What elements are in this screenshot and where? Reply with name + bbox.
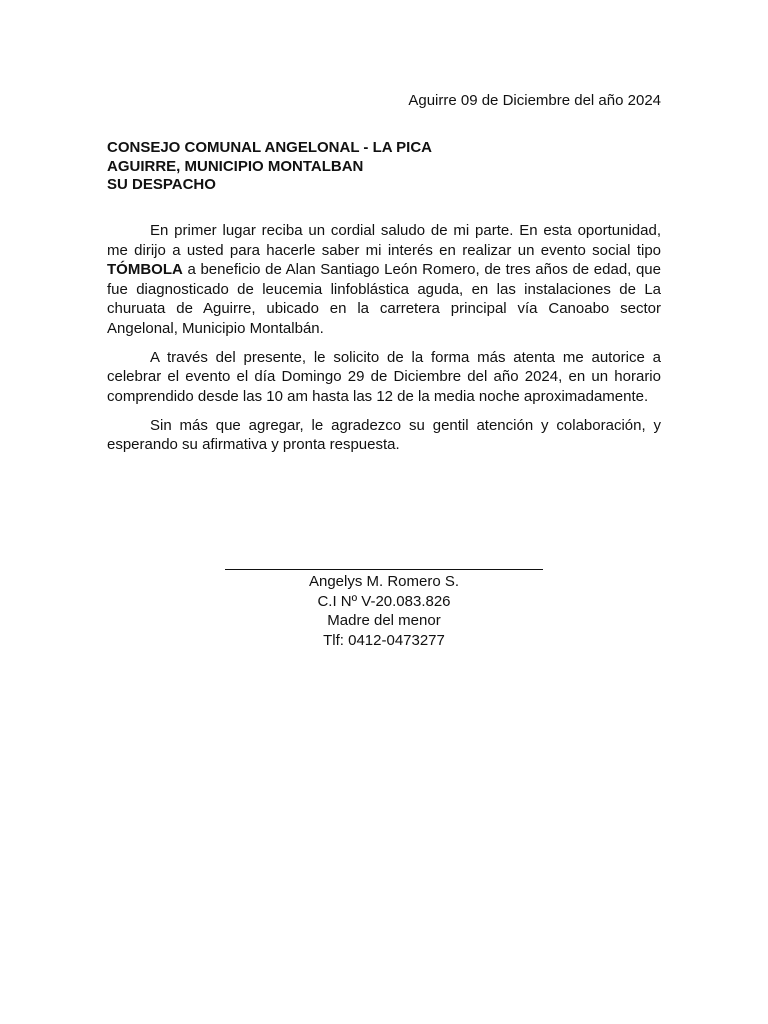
paragraph-1-before: En primer lugar reciba un cordial saludo de mi parte. En esta oportunidad, me dirijo a usted para hacerle saber mi interés en realizar un evento social tipo — [107, 222, 661, 259]
letter-body — [107, 221, 661, 464]
paragraph-3: Sin más que agregar, le agradezco su gentil atención y colaboración, y esperando su afirmativa y pronta respuesta. — [107, 416, 661, 453]
signature-name: Angelys M. Romero S. — [308, 573, 460, 590]
recipient-line-1: CONSEJO COMUNAL ANGELONAL - LA PICA — [107, 139, 433, 156]
recipient-line-3: SU DESPACHO — [107, 176, 216, 193]
signature-block — [225, 572, 543, 650]
paragraph-1-after: a beneficio de Alan Santiago León Romero, de tres años de edad, que fue diagnosticado de leucemia linfoblástica aguda, en las instalaciones de La churuata de Aguirre, ubicado en la carretera principal vía Canoabo sector Angelonal, Municipio Montalbán. — [107, 261, 661, 337]
signature-phone: Tlf: 0412-0473277 — [323, 631, 445, 649]
paragraph-1-bold: TÓMBOLA — [107, 261, 183, 278]
recipient-block — [107, 139, 432, 195]
letter-date: Aguirre 09 de Diciembre del año 2024 — [408, 92, 661, 109]
paragraph-2: A través del presente, le solicito de la forma más atenta me autorice a celebrar el evento el día Domingo 29 de Diciembre del año 2024, en un horario comprendido desde las 10 am hasta las 12 de la media noche aproximadamente. — [107, 348, 661, 405]
signature-id: C.I Nº V-20.083.826 — [317, 592, 451, 610]
signature-role: Madre del menor — [327, 612, 441, 629]
paragraph-1 — [107, 221, 661, 338]
signature-line — [225, 569, 543, 570]
recipient-line-2: AGUIRRE, MUNICIPIO MONTALBAN — [107, 157, 364, 175]
